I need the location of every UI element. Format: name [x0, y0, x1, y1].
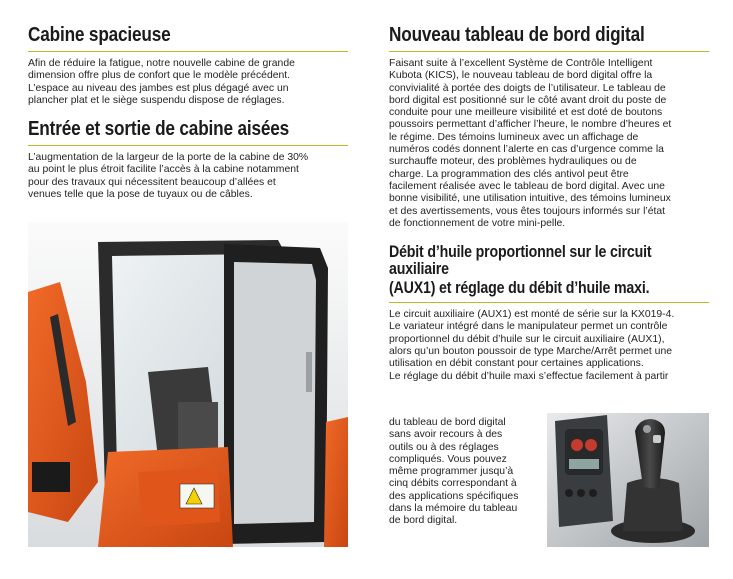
text-line: des applications spécifiques: [389, 490, 519, 502]
heading-entree-sortie: Entrée et sortie de cabine aisées: [28, 118, 290, 141]
heading-debit-huile: [389, 244, 709, 297]
text-line: pour des travaux qui nécessitent beaucoup d’allées et: [28, 176, 276, 188]
text-line: et des avertissements, vous êtes toujours informés sur l’état: [389, 205, 666, 217]
left-column: [28, 0, 348, 201]
joystick-illustration: [547, 413, 709, 547]
text-line: numéros codés donnent l’alerte en cas d’urgence comme la: [389, 144, 664, 156]
cabin-illustration: [28, 222, 348, 547]
text-line: charge. La programmation des clés antivol peut être: [389, 168, 629, 180]
heading-cabine-spacieuse: Cabine spacieuse: [28, 24, 171, 46]
text-line: du tableau de bord digital: [389, 417, 506, 428]
text-line: même programmer jusqu’à: [389, 466, 514, 478]
text-line: sans avoir recours à des: [389, 429, 503, 441]
text-line: de fonctionnement de votre mini-pelle.: [389, 217, 566, 229]
text-line: facilement réalisée avec le tableau de bord digital. Avec une: [389, 180, 665, 192]
text-line: cinq débits correspondant à: [389, 478, 517, 490]
heading-tableau-de-bord: Nouveau tableau de bord digital: [389, 24, 645, 46]
paragraph-debit-huile: [389, 309, 709, 383]
paragraph-tableau-de-bord: [389, 58, 709, 230]
heading-rule: [389, 51, 709, 52]
paragraph-debit-huile-wrap: [389, 417, 541, 528]
text-line: alors qu’un bouton poussoir de type Marche/Arrêt permet une: [389, 345, 673, 357]
text-line: compliqués. Vous pouvez: [389, 453, 507, 465]
text-line: proportionnel du débit d’huile sur le circuit auxiliaire (AUX1),: [389, 333, 665, 345]
text-line: utilisation en débit constant pour certaines applications.: [389, 358, 644, 370]
heading-line: Débit d’huile proportionnel sur le circuit auxiliaire: [389, 243, 652, 279]
text-line: bord digital est positionné sur le côté avant droit du poste de: [389, 94, 667, 106]
paragraph-entree-sortie: [28, 152, 348, 201]
heading-rule: [28, 145, 348, 146]
heading-line: (AUX1) et réglage du débit d’huile maxi.: [389, 278, 650, 297]
text-line: de bord digital.: [389, 515, 458, 527]
joystick-photo: [547, 413, 709, 547]
heading-rule: [28, 51, 348, 52]
text-line: Le réglage du débit d’huile maxi s’effectue facilement à partir: [389, 370, 669, 382]
paragraph-cabine-spacieuse: [28, 58, 348, 107]
heading-rule: [389, 302, 709, 303]
text-line: Afin de réduire la fatigue, notre nouvelle cabine de grande: [28, 58, 295, 69]
text-line: surchauffe moteur, des problèmes hydrauliques ou de: [389, 156, 637, 168]
text-line: L’augmentation de la largeur de la porte de la cabine de 30%: [28, 152, 309, 164]
text-line: dimension offre plus de confort que le modèle précédent.: [28, 70, 291, 82]
text-line: L’espace au niveau des jambes est plus dégagé avec un: [28, 82, 289, 94]
text-line: dans la mémoire du tableau: [389, 503, 518, 515]
text-line: plancher plat et le siège suspendu dispose de réglages.: [28, 94, 285, 106]
text-line: Le circuit auxiliaire (AUX1) est monté de série sur la KX019-4.: [389, 309, 675, 321]
right-column: [389, 0, 709, 383]
text-line: bonne visibilité, une utilisation intuitive, des témoins lumineux: [389, 193, 671, 205]
cabin-photo: [28, 222, 348, 547]
text-line: Faisant suite à l’excellent Système de Contrôle Intelligent: [389, 58, 653, 69]
text-line: au point le plus étroit facilite l’accès à la cabine notamment: [28, 164, 299, 176]
text-line: outils ou à des réglages: [389, 441, 499, 453]
text-line: Le variateur intégré dans le manipulateur permet un contrôle: [389, 321, 668, 333]
text-line: le régime. Des témoins lumineux avec un affichage de: [389, 131, 639, 143]
text-line: convivialité à portée des doigts de l’utilisateur. Le tableau de: [389, 82, 666, 94]
text-line: venues telle que la pose de tuyaux ou de câbles.: [28, 189, 253, 201]
text-line: Kubota (KICS), le nouveau tableau de bord digital offre la: [389, 70, 653, 82]
text-line: conduite pour une meilleure visibilité et est doté de boutons: [389, 107, 663, 119]
text-line: poussoirs permettant d’afficher l’heure, le nombre d’heures et: [389, 119, 672, 131]
